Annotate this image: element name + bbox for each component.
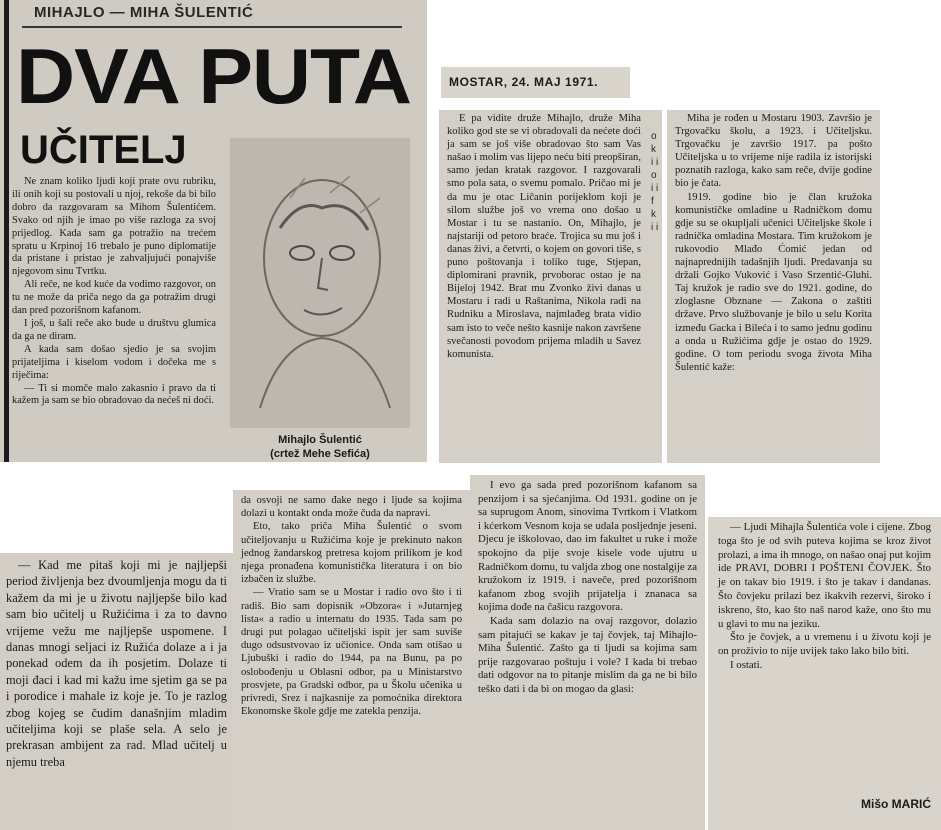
intro-paragraph: Ali reče, ne kod kuće da vodimo razgovor, on tu ne može da priča nego da ga potražim drugi dan pred pozorišnom kafanom. [12, 279, 216, 317]
intro-paragraph: Ne znam koliko ljudi koji prate ovu rubriku, ili onih koji su postovali u njoj, rekoše da bi bilo dobro da razgovaram sa Mihom Šulentićem. Svako od njih je imao po više razloga za svoj prijedlog. Kada sam ga potražio na trećem spratu u Krpinoj 16 trebalo je puno diplomatije da pristane i pristao je zahvaljujući ponajviše njegovom sinu Tvrtku. [12, 176, 216, 278]
kicker-rule [22, 26, 402, 28]
intro-paragraph: — Ti si momče malo zakasnio i pravo da ti kažem ja sam se bio obradovao da nećeš ni doći. [12, 382, 216, 407]
conclusion-paragraph: — Ljudi Mihajla Šulentića vole i cijene. Zbog toga što je od svih puteva kojima se kroz život prolazi, a ima ih mnogo, on našao onaj put kojim ide PRAVI, DOBRI I POŠTENI ČOVJEK. Što je on takav bio 1919. i što je takav i dandanas. Što čovjeku prilazi bez ikakvih rezervi, široko i iskreno, što, kao što naš narod kaže, ono što mu u glavi to mu na jeziku. [718, 521, 931, 630]
portrait-caption-name: Mihajlo Šulentić [278, 434, 362, 446]
pension-text-column [470, 475, 705, 830]
clipping-column-conclusion [708, 517, 941, 830]
clipping-column-ruzici [0, 553, 233, 830]
clipping-column-family [439, 110, 662, 463]
biography-paragraph: Miha je rođen u Mostaru 1903. Završio je Trgovačku školu, a 1923. i Učiteljsku. Trgovačku je završio 1917. pa pošto Učiteljska u to vrijeme nije radila iz istorijski poznatih razloga, kako sam reče, dvije godine bio je čata. [675, 113, 872, 190]
pension-paragraph: Kada sam dolazio na ovaj razgovor, dolazio sam pitajući se kakav je taj čovjek, taj Mihajlo-Miha Šulentić. Zašto ga ti ljudi sa kojima sam prije razgovarao poštuju i vole? I kada bi trebao dati odgovor na to pitanje mislim da ga ne bi bilo teško dati i da bi on mogao da glasi: [478, 614, 697, 695]
intro-paragraph: A kada sam došao sjedio je sa svojim prijateljima i kiselom vodom i dočeka me s riječima: [12, 343, 216, 381]
clipping-column-pension [470, 475, 705, 830]
intro-text-column [8, 176, 220, 462]
margin-letters: o k i i o i i f k i i [651, 131, 659, 233]
conclusion-text-column [708, 517, 941, 797]
author-kicker: MIHAJLO — MIHA ŠULENTIĆ [34, 4, 254, 21]
ruzici-text-column [0, 553, 233, 830]
conclusion-paragraph: I ostati. [730, 658, 763, 671]
pension-paragraph: I evo ga sada pred pozorišnom kafanom sa penzijom i sa sjećanjima. Od 1931. godine on je sa suprugom Anom, sinovima Tvrtkom i Vlatkom i kćerkom Vesnom koja se udala posljednje jeseni. Djecu je iškolovao, dao im fakultet u ruke i može spokojno da pije svoje kisele vode ujutru u Radničkom domu, tu valjda zbog one nostalgije za kružokom iz 1919. i naveče, pred pozorišnom kafanom zbog svojih prijatelja i znanaca sa kojima dođe na čašicu razgovora. [478, 479, 697, 614]
clipping-column-biography [667, 110, 880, 463]
headline: DVA PUTA [16, 32, 412, 120]
dateline-text: MOSTAR, 24. MAJ 1971. [449, 75, 599, 89]
career-text-column [233, 490, 470, 830]
clipping-title-section [0, 0, 427, 462]
portrait-caption-credit: (crtež Mehe Sefića) [270, 448, 370, 460]
biography-text-column [667, 110, 880, 463]
career-paragraph: Eto, tako priča Miha Šulentić o svom učiteljovanju u Ružićima koje je prekinuto nakon jednog žandarskog pretresa kojom prilikom je kod njega pronađena komunistička literatura i on bio izbačen iz službe. [241, 521, 462, 586]
career-paragraph: — Vratio sam se u Mostar i radio ovo što i ti radiš. Bio sam dopisnik »Obzora« i »Jutarnjeg lista« a radio u internatu do 1935. Tada sam po drugi put polagao učiteljski ispit jer sam suviše dugo odsustvovao iz učionice. Onda sam otišao u Ljubuški i radio do 1944, pa na Bunu, pa po oslobođenju u Oblasni odbor, pa u Ministarstvo prosvjete, pa Gradski odbor, pa u Školu učenika u privredi, Srez i najkasnije za pomoćnika direktora Ekonomske škole gdje me zatekla penzija. [241, 587, 462, 718]
biography-paragraph: 1919. godine bio je član kružoka komunističke omladine u Radničkom domu gdje su se okupljali učenici Učiteljske škole i radnička omladina Mostara. Tim kružokom je rukovodio Mlađo Ćomić jedan od najnaprednijih tadašnjih ljudi. Predavanja su držali Gojko Vuković i Vaso Srzentić-Gluhi. Taj kružok je radio sve do 1921. godine, do zloglasne Obznane — Zakona o zaštiti države. Prvo službovanje je bilo u selu Korita između Gacka i Bileća i to samo jednu godinu a onda u Ružićima gdje je ostao do 1929. godine. O tom periodu svoga života Miha Šulentić kaže: [675, 191, 872, 373]
portrait-drawing [230, 138, 410, 428]
clipping-column-career [233, 490, 470, 830]
conclusion-paragraph: Što je čovjek, a u vremenu i u životu koji je on proživio to nije uvijek tako lako bilo biti. [718, 631, 931, 658]
portrait-sketch-icon [230, 138, 410, 428]
clipping-dateline [441, 67, 630, 98]
subheadline: UČITELJ [20, 128, 187, 172]
family-paragraph: E pa vidite druže Mihajlo, druže Miha koliko god ste se vi obradovali da nećete doći ja sam se još više obradovao što sam Vas našao i molim vas lijepo neću biti preopširan, samo jedan kratak razgovor. I razgovarali smo pola sata, o svemu pomalo. Pričao mi je da mu je otac Ličanin porijeklom koji je silom službe još vo vrema ono došao u Mostar i tu se nastanio. On, Mihajlo, je najstariji od petoro braće. Trojica su mu još i danas živi, a četvrti, o kojem on govori tiše, s puno poštovanja i toliko tuge, Stjepan, diplomirani pravnik, prvoborac ostao je na Bijeloj 1942. Brat mu Zvonko živi danas u Mostaru i radi u Raštanima, Nikola radi na Rudniku a Miroslava, najmlađeg brata vidio sam isto to veče nešto kasnije nakon završene svečanosti povodom prijema mladih u Savez komunista. [447, 113, 641, 360]
career-paragraph: da osvoji ne samo đake nego i ljude sa kojima dolazi u kontakt onda može čuda da napravi. [241, 495, 462, 520]
ruzici-paragraph: — Kad me pitaš koji mi je najljepši period življenja bez dvoumljenja mogu da ti kažem da mi je u životu najljepše bilo kad sam bio učitelj u Ružićima i za to davno vrijeme vežu me najljepše uspomene. I danas mnogi seljaci iz Ružića dolaze a i ja ponekad odem da ih posjetim. Dolaze ti moji đaci i kad mi kažu ime sjetim ga se pa i porodice i mahale iz koje je. To je razlog zbog kojeg se čudim današnjim mladim učiteljima koji se plaše sela. A selo je prekrasan ambijent za rad. Mlad učitelj u njemu treba [6, 558, 227, 769]
intro-paragraph: I još, u šali reče ako bude u društvu glumica da ga ne diram. [12, 317, 216, 342]
author-signature: Mišo MARIĆ [861, 797, 931, 811]
family-text-column [439, 110, 647, 463]
